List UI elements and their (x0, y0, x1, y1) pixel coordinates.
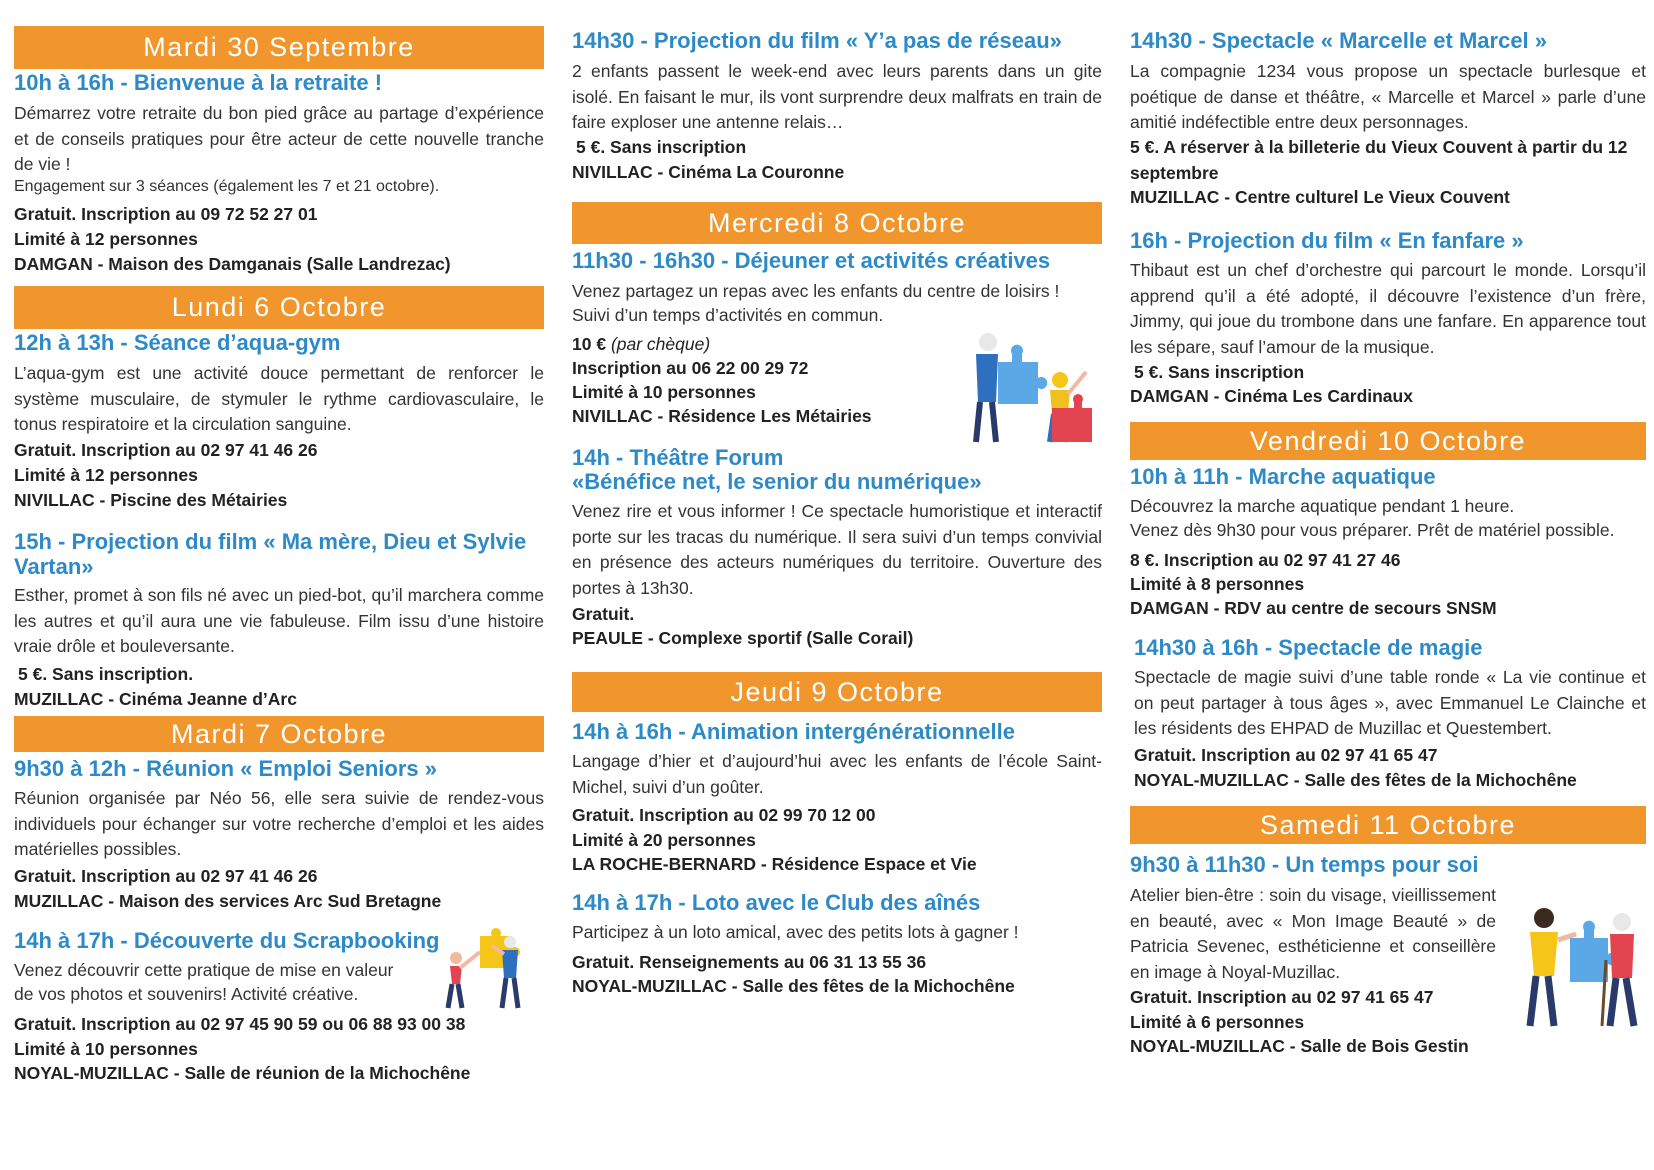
event-price-note: (par chèque) (610, 334, 711, 354)
event-price: Gratuit. Inscription au 02 97 41 46 26 (14, 866, 318, 886)
day-header: Mardi 30 Septembre (14, 26, 544, 69)
event-capacity: Limité à 6 personnes (1130, 1012, 1305, 1032)
event-location: NIVILLAC - Résidence Les Métairies (572, 406, 872, 426)
event-capacity: Limité à 8 personnes (1130, 574, 1305, 594)
puzzle-people-illustration (440, 928, 535, 1010)
event-capacity: Limité à 10 personnes (572, 382, 756, 402)
event-title: 10h à 11h - Marche aquatique (1130, 464, 1436, 489)
event-location: NOYAL-MUZILLAC - Salle des fêtes de la Michochêne (572, 976, 1015, 996)
day-header: Samedi 11 Octobre (1130, 806, 1646, 844)
event-description: Spectacle de magie suivi d’une table ronde « La vie continue et on peut partager à tous âges », avec Emmanuel Le Clainche et les résidents des EHPAD de Muzillac et Questembert. (1134, 667, 1646, 738)
event-price: 5 €. Sans inscription (1134, 362, 1305, 382)
event-description-line2: Venez dès 9h30 pour vous préparer. Prêt de matériel possible. (1130, 520, 1615, 540)
event-capacity: Limité à 10 personnes (14, 1039, 198, 1059)
day-header: Lundi 6 Octobre (14, 286, 544, 329)
event-location: DAMGAN - Cinéma Les Cardinaux (1130, 386, 1413, 406)
event-title: 14h30 - Projection du film « Y’a pas de réseau» (572, 28, 1062, 53)
event-registration: Inscription au 06 22 00 29 72 (572, 358, 809, 378)
event-location: MUZILLAC - Maison des services Arc Sud Bretagne (14, 891, 442, 911)
event-description: L’aqua-gym est une activité douce permettant de renforcer le système musculaire, de stymuler le rythme cardiovasculaire, le tonus respiratoire et la circulation sanguine. (14, 363, 544, 434)
day-header: Vendredi 10 Octobre (1130, 422, 1646, 460)
event-description: Langage d’hier et d’aujourd’hui avec les enfants de l’école Saint-Michel, suivi d’un goûter. (572, 751, 1102, 797)
event-price: 5 €. Sans inscription (576, 137, 747, 157)
event-title: 14h à 16h - Animation intergénérationnelle (572, 719, 1015, 744)
event-location: NOYAL-MUZILLAC - Salle de réunion de la Michochêne (14, 1063, 471, 1083)
event-price-amount: 10 € (572, 334, 607, 354)
event-note: Engagement sur 3 séances (également les 7 et 21 octobre). (14, 178, 440, 195)
event-price: 5 €. Sans inscription. (18, 664, 194, 684)
event-price: Gratuit. Inscription au 02 97 41 65 47 (1134, 745, 1438, 765)
event-price: Gratuit. Inscription au 02 97 41 65 47 (1130, 987, 1434, 1007)
event-location: DAMGAN - RDV au centre de secours SNSM (1130, 598, 1497, 618)
event-price: Gratuit. Inscription au 02 99 70 12 00 (572, 805, 876, 825)
event-price: Gratuit. Renseignements au 06 31 13 55 36 (572, 952, 927, 972)
event-description: Venez partagez un repas avec les enfants du centre de loisirs ! (572, 281, 1060, 301)
event-description: Découvrez la marche aquatique pendant 1 heure. (1130, 496, 1515, 516)
event-title: 14h30 à 16h - Spectacle de magie (1134, 635, 1483, 660)
event-description: Thibaut est un chef d’orchestre qui parcourt le monde. Lorsqu’il apprend qu’il a été adopté, il découvre l’existence d’un frère, Jimmy, qui joue du trombone dans une fanfare. En apparence tout les sépare, sauf l’amour de la musique. (1130, 260, 1646, 357)
event-location: MUZILLAC - Cinéma Jeanne d’Arc (14, 689, 297, 709)
event-description: Esther, promet à son fils né avec un pied-bot, qu’il marchera comme les autres et qu’il aura une vie fabuleuse. Film issu d’une histoire vraie drôle et bouleversante. (14, 585, 544, 656)
event-location: NIVILLAC - Piscine des Métairies (14, 490, 288, 510)
event-price: Gratuit. Inscription au 09 72 52 27 01 (14, 204, 318, 224)
day-header: Mercredi 8 Octobre (572, 202, 1102, 244)
event-description: Venez rire et vous informer ! Ce spectacle humoristique et interactif porte sur les tracas du numérique. Il sera suivi d’un temps convivial en présence des acteurs numériques du territoire. Ouverture des portes à 13h30. (572, 501, 1102, 598)
event-description: Participez à un loto amical, avec des petits lots à gagner ! (572, 922, 1019, 942)
event-description: La compagnie 1234 vous propose un spectacle burlesque et poétique de danse et théâtre, « Marcelle et Marcel » parle d’une amitié indéfectible entre deux personnages. (1130, 61, 1646, 132)
event-title: 9h30 à 12h - Réunion « Emploi Seniors » (14, 756, 438, 781)
event-description: Venez découvrir cette pratique de mise en valeur (14, 960, 394, 980)
event-title: 10h à 16h - Bienvenue à la retraite ! (14, 70, 383, 95)
puzzle-people-illustration (968, 322, 1098, 446)
event-title: 14h30 - Spectacle « Marcelle et Marcel » (1130, 28, 1548, 53)
puzzle-people-illustration (1518, 900, 1648, 1030)
event-location: NIVILLAC - Cinéma La Couronne (572, 162, 845, 182)
event-description: Atelier bien-être : soin du visage, vieillissement en beauté, avec « Mon Image Beauté » de Patricia Sevenec, esthéticienne et conseillère en image à Noyal-Muzillac. (1130, 885, 1496, 982)
event-price: Gratuit. Inscription au 02 97 41 46 26 (14, 440, 318, 460)
event-title-line2: Vartan» (14, 554, 94, 579)
event-price: 8 €. Inscription au 02 97 41 27 46 (1130, 550, 1401, 570)
event-price: 5 €. A réserver à la billeterie du Vieux Couvent à partir du 12 septembre (1130, 137, 1628, 183)
event-title-line2: «Bénéfice net, le senior du numérique» (572, 469, 982, 494)
event-location: DAMGAN - Maison des Damganais (Salle Landrezac) (14, 254, 451, 274)
event-description-line2: Suivi d’un temps d’activités en commun. (572, 305, 884, 325)
event-capacity: Limité à 12 personnes (14, 229, 198, 249)
day-header: Mardi 7 Octobre (14, 716, 544, 752)
event-price: Gratuit. (572, 604, 635, 624)
event-title: 16h - Projection du film « En fanfare » (1130, 228, 1524, 253)
event-location: PEAULE - Complexe sportif (Salle Corail) (572, 628, 914, 648)
event-capacity: Limité à 12 personnes (14, 465, 198, 485)
event-location: NOYAL-MUZILLAC - Salle de Bois Gestin (1130, 1036, 1469, 1056)
event-title: 11h30 - 16h30 - Déjeuner et activités créatives (572, 248, 1051, 273)
event-title: 12h à 13h - Séance d’aqua-gym (14, 330, 341, 355)
event-title: 14h à 17h - Découverte du Scrapbooking (14, 928, 440, 953)
event-description-line2: de vos photos et souvenirs! Activité créative. (14, 984, 359, 1004)
event-location: NOYAL-MUZILLAC - Salle des fêtes de la Michochêne (1134, 770, 1577, 790)
day-header: Jeudi 9 Octobre (572, 672, 1102, 712)
event-title: 14h à 17h - Loto avec le Club des aînés (572, 890, 981, 915)
event-title: 9h30 à 11h30 - Un temps pour soi (1130, 852, 1479, 877)
event-description: Démarrez votre retraite du bon pied grâce au partage d’expérience et de conseils pratiques pour être acteur de cette nouvelle tranche de vie ! (14, 103, 544, 174)
event-title: 15h - Projection du film « Ma mère, Dieu et Sylvie (14, 529, 527, 554)
event-capacity: Limité à 20 personnes (572, 830, 756, 850)
event-price: Gratuit. Inscription au 02 97 45 90 59 ou 06 88 93 00 38 (14, 1014, 466, 1034)
event-location: MUZILLAC - Centre culturel Le Vieux Couvent (1130, 187, 1510, 207)
event-description: Réunion organisée par Néo 56, elle sera suivie de rendez-vous individuels pour échanger sur votre recherche d’emploi et les aides matérielles possibles. (14, 788, 544, 859)
event-description: 2 enfants passent le week-end avec leurs parents dans un gite isolé. En faisant le mur, ils vont surprendre deux malfrats en train de faire exploser une antenne relais… (572, 61, 1102, 132)
event-location: LA ROCHE-BERNARD - Résidence Espace et Vie (572, 854, 977, 874)
event-title: 14h - Théâtre Forum (572, 445, 784, 470)
